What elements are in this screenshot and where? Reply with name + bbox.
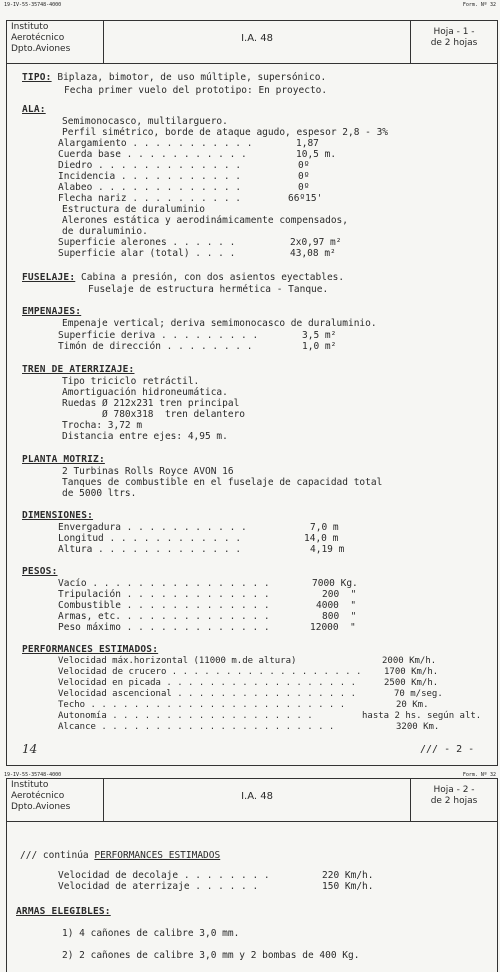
performances-row: Velocidad en picada . . . . . . . . . . . . . . . . . . <box>58 678 357 688</box>
ala-row: Incidencia . . . . . . . . . . . <box>58 171 242 182</box>
continuation-line: /// continúa PERFORMANCES ESTIMADOS <box>20 850 221 861</box>
ala-row: Alabeo . . . . . . . . . . . . . <box>58 182 242 193</box>
page-indicator: Hoja - 1 - de 2 hojas <box>430 27 478 48</box>
performances-row: Autonomía . . . . . . . . . . . . . . . . . . . <box>58 711 313 721</box>
performances-row: Techo . . . . . . . . . . . . . . . . . . . . . . . . <box>58 700 346 710</box>
aircraft-code: I.A. 48 <box>104 779 411 821</box>
pesos-row: Combustible . . . . . . . . . . . . . <box>58 600 270 611</box>
planta-title: PLANTA MOTRIZ: <box>22 454 105 465</box>
form-code: 19-IV-55-35748-4000 <box>4 772 62 778</box>
tren-title: TREN DE ATERRIZAJE: <box>22 364 135 375</box>
ala-row: Superficie alerones . . . . . . <box>58 237 236 248</box>
form-code: 19-IV-55-35748-4000 <box>4 2 62 8</box>
page-indicator: Hoja - 2 - de 2 hojas <box>430 785 478 806</box>
aircraft-code: I.A. 48 <box>104 21 411 63</box>
sheet-2-header <box>6 778 498 822</box>
dimensiones-row: Envergadura . . . . . . . . . . . <box>58 522 247 533</box>
dimensiones-row: Altura . . . . . . . . . . . . . <box>58 544 242 555</box>
pesos-title: PESOS: <box>22 566 58 577</box>
pesos-row: Tripulación . . . . . . . . . . . . . <box>58 589 270 600</box>
pesos-row: Armas, etc. . . . . . . . . . . . . . <box>58 611 270 622</box>
performances-title: PERFORMANCES ESTIMADOS: <box>22 644 159 655</box>
sheet-1: 19-IV-55-35748-4000 Form. Nº 32 Instituto Aerotécnico Dpto.Aviones I.A. 48 Hoja - 1 - de 2 hojas TIPO: Biplaza, bimotor, de uso múltiple, supersónico. Fecha primer vuelo del prototipo: En proyecto. ALA: Semimonocasco, multilarguero. Perfil simétrico, borde de ataque agudo, espesor 2,8 - 3% Alargamiento . . . . . . . . . . . 1,87 Cuerda base . . . . . . . . . . . 10,5 m. Diedro . . . . . . . . . . . . . 0º Incidencia . . . . . . . . . . . 0º Alabeo . . . . . . . . . . . . . 0º Flecha nariz . . . . . . . . . . 66º15' Estructura de duraluminio Alerones estática y aerodinámicamente compensados, de duraluminio. Superficie alerones . . . . . . 2x0,97 m² Superficie alar (total) . . . . 43,08 m² FUSELAJE: Cabina a presión, con dos asientos eyectables. Fuselaje de estructura hermética - Tanque. EMPENAJES: Empenaje vertical; deriva semimonocasco de duraluminio. Superficie deriva . . . . . . . . . 3,5 m² Timón de dirección . . . . . . . . 1,0 m² TREN DE ATERRIZAJE: Tipo triciclo retráctil. Amortiguación hidroneumática. Ruedas Ø 212x231 tren principal Ø 780x318 tren delantero Trocha: 3,72 m Distancia entre ejes: 4,95 m. PLANTA MOTRIZ: 2 Turbinas Rolls Royce AVON 16 Tanques de combustible en el fuselaje de capacidad total de 5000 ltrs. DIMENSIONES: Envergadura . . . . . . . . . . . 7,0 m Longitud . . . . . . . . . . . . 14,0 m Altura . . . . . . . . . . . . . 4,19 m PESOS: Vacío . . . . . . . . . . . . . . . . 7000 Kg. Tripulación . . . . . . . . . . . . . 200 " Combustible . . . . . . . . . . . . . 4000 " Armas, etc. . . . . . . . . . . . . . 800 " Peso máximo . . . . . . . . . . . . . 12000 " PERFORMANCES ESTIMADOS: Velocidad máx.horizontal (11000 m.de altura) 2000 Km/h. Velocidad de crucero . . . . . . . . . . . . . . . . . . 1700 Km/h. Velocidad en picada . . . . . . . . . . . . . . . . . . 2500 Km/h. Velocidad ascencional . . . . . . . . . . . . . . . . . 70 m/seg. Techo . . . . . . . . . . . . . . . . . . . . . . . . 20 Km. Autonomía . . . . . . . . . . . . . . . . . . . hasta 2 hs. según alt. Alcance . . . . . . . . . . . . . . . . . . . . . . 3200 Km. 14 /// - 2 - <box>0 0 500 766</box>
form-number: Form. Nº 32 <box>462 2 496 8</box>
form-number: Form. Nº 32 <box>462 772 496 778</box>
handwritten-page-number: 14 <box>22 742 38 756</box>
empenajes-row: Timón de dirección . . . . . . . . <box>58 341 253 352</box>
performances-row: Velocidad máx.horizontal (11000 m.de altura) <box>58 656 297 666</box>
performances-row: Velocidad ascencional . . . . . . . . . . . . . . . . . <box>58 689 357 699</box>
ala-row: Flecha nariz . . . . . . . . . . <box>58 193 242 204</box>
ala-row: Superficie alar (total) . . . . <box>58 248 236 259</box>
armas-item: 1) 4 cañones de calibre 3,0 mm. <box>62 928 240 939</box>
pesos-row: Peso máximo . . . . . . . . . . . . . <box>58 622 270 633</box>
ala-row: Diedro . . . . . . . . . . . . . <box>58 160 242 171</box>
armas-item: 2) 2 cañones de calibre 3,0 mm y 2 bombas de 400 Kg. <box>62 950 360 961</box>
page-continuation: /// - 2 - <box>420 744 475 755</box>
performances-row: Alcance . . . . . . . . . . . . . . . . . . . . . . <box>58 722 335 732</box>
sheet-2: 19-IV-55-35748-4000 Form. Nº 32 Instituto Aerotécnico Dpto.Aviones I.A. 48 Hoja - 2 - de 2 hojas /// continúa PERFORMANCES ESTIMADOS Velocidad de decolaje . . . . . . . . 220 Km/h. Velocidad de aterrizaje . . . . . . 150 Km/h. ARMAS ELEGIBLES: 1) 4 cañones de calibre 3,0 mm. 2) 2 cañones de calibre 3,0 mm y 2 bombas de 400 Kg. <box>0 770 500 972</box>
ala-row: Cuerda base . . . . . . . . . . . <box>58 149 247 160</box>
fuselaje-section: FUSELAJE: Cabina a presión, con dos asientos eyectables. <box>22 272 345 283</box>
pesos-row: Vacío . . . . . . . . . . . . . . . . <box>58 578 270 589</box>
performances-row: Velocidad de aterrizaje . . . . . . <box>58 881 259 892</box>
dimensiones-row: Longitud . . . . . . . . . . . . <box>58 533 242 544</box>
tipo-section: TIPO: Biplaza, bimotor, de uso múltiple, supersónico. <box>22 72 327 83</box>
sheet-1-header <box>6 20 498 64</box>
ala-title: ALA: <box>22 104 46 115</box>
institute-block: Instituto Aerotécnico Dpto.Aviones <box>7 779 104 821</box>
performances-row: Velocidad de decolaje . . . . . . . . <box>58 870 270 881</box>
empenajes-row: Superficie deriva . . . . . . . . . <box>58 330 259 341</box>
empenajes-title: EMPENAJES: <box>22 306 82 317</box>
performances-row: Velocidad de crucero . . . . . . . . . . . . . . . . . . <box>58 667 362 677</box>
institute-block: Instituto Aerotécnico Dpto.Aviones <box>7 21 104 63</box>
ala-row: Alargamiento . . . . . . . . . . . <box>58 138 253 149</box>
armas-title: ARMAS ELEGIBLES: <box>16 906 111 917</box>
dimensiones-title: DIMENSIONES: <box>22 510 94 521</box>
